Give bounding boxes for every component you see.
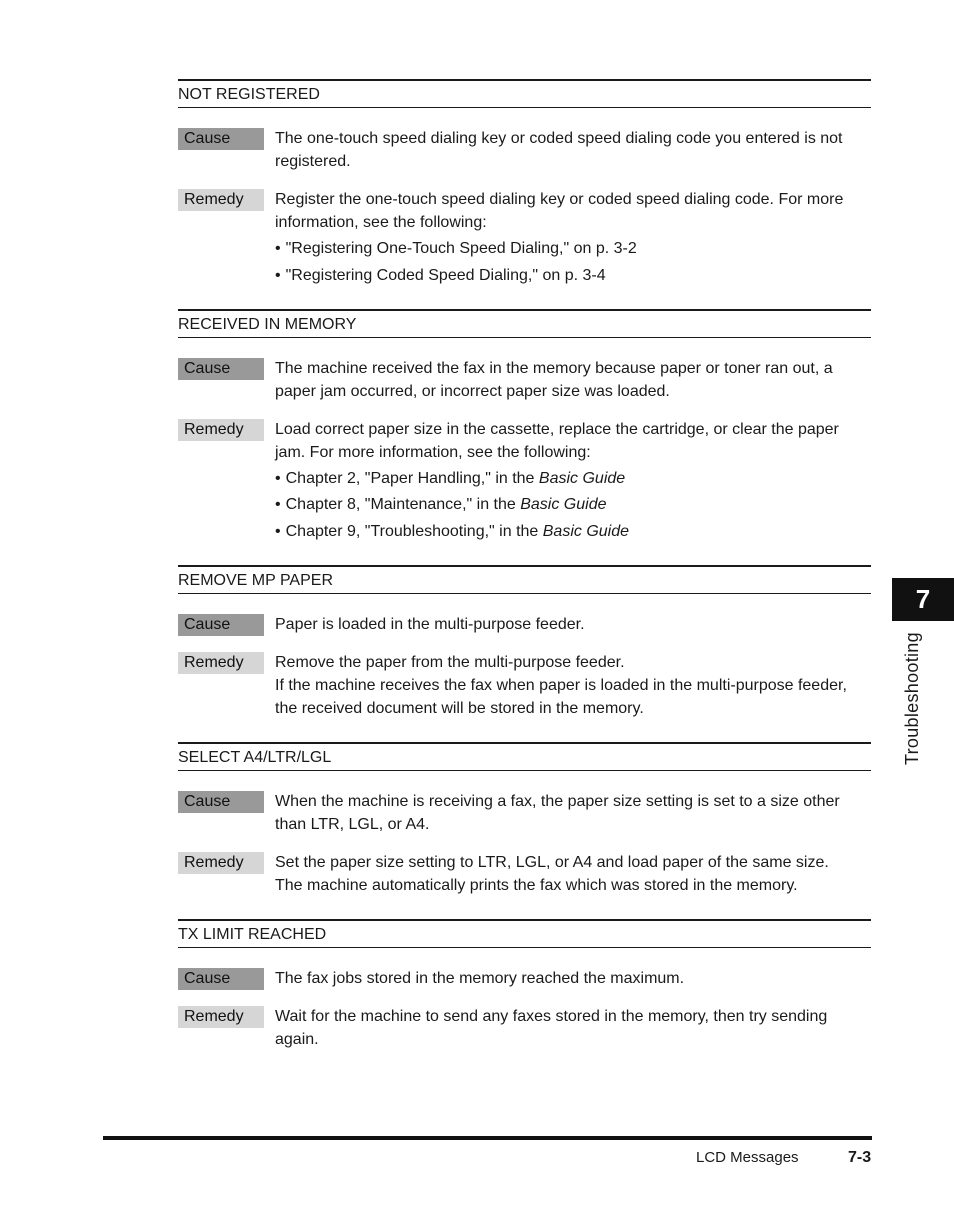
remedy-line: If the machine receives the fax when paper is loaded in the multi-purpose feeder, the received document will be stored in the memory. — [275, 676, 847, 717]
reference-guide-title: Basic Guide — [520, 496, 607, 513]
chapter-label: Troubleshooting — [902, 632, 922, 765]
remedy-row — [178, 418, 871, 543]
cause-row — [178, 357, 871, 403]
cause-text: When the machine is receiving a fax, the paper size setting is set to a size other than LTR, LGL, or A4. — [275, 792, 840, 833]
remedy-row — [178, 188, 871, 287]
cause-row — [178, 127, 871, 173]
reference-text: "Registering Coded Speed Dialing," on p. 3-4 — [285, 266, 606, 284]
message-section — [178, 79, 871, 287]
reference-item — [275, 264, 871, 287]
message-section — [178, 309, 871, 543]
reference-guide-title: Basic Guide — [542, 522, 630, 540]
reference-text: "Registering One-Touch Speed Dialing," on p. 3-2 — [285, 240, 637, 257]
message-section — [178, 919, 871, 1051]
reference-item — [275, 467, 871, 490]
remedy-label: Remedy — [178, 1006, 264, 1028]
footer-title: LCD Messages — [696, 1149, 799, 1166]
reference-text: Chapter 8, "Maintenance," in the — [285, 496, 521, 513]
cause-text: The machine received the fax in the memory because paper or toner ran out, a paper jam occurred, or incorrect paper size was loaded. — [275, 359, 833, 400]
reference-item — [275, 237, 871, 260]
remedy-line: Set the paper size setting to LTR, LGL, or A4 and load paper of the same size. — [275, 853, 829, 871]
message-heading: RECEIVED IN MEMORY — [178, 309, 871, 338]
remedy-row — [178, 651, 871, 720]
cause-text: Paper is loaded in the multi-purpose feeder. — [275, 615, 585, 633]
remedy-label: Remedy — [178, 189, 264, 211]
remedy-text — [275, 188, 871, 287]
reference-item — [275, 520, 871, 543]
remedy-text — [275, 1005, 871, 1051]
page-content — [178, 79, 871, 1073]
message-heading: SELECT A4/LTR/LGL — [178, 742, 871, 771]
footer-rule — [103, 1136, 872, 1140]
remedy-line: Remove the paper from the multi-purpose feeder. — [275, 653, 625, 671]
message-heading: TX LIMIT REACHED — [178, 919, 871, 948]
message-section — [178, 742, 871, 897]
reference-text: Chapter 2, "Paper Handling," in the — [285, 469, 539, 487]
reference-item — [275, 493, 871, 516]
remedy-text — [275, 851, 871, 897]
remedy-row — [178, 1005, 871, 1051]
reference-list — [275, 467, 871, 543]
remedy-line: Wait for the machine to send any faxes stored in the memory, then try sending again. — [275, 1007, 828, 1048]
cause-text: The one-touch speed dialing key or coded speed dialing code you entered is not registered. — [275, 130, 843, 170]
cause-label: Cause — [178, 791, 264, 813]
cause-row — [178, 790, 871, 836]
remedy-label: Remedy — [178, 852, 264, 874]
remedy-text — [275, 651, 871, 720]
cause-label: Cause — [178, 968, 264, 990]
reference-list — [275, 237, 871, 287]
remedy-line: The machine automatically prints the fax which was stored in the memory. — [275, 876, 798, 894]
cause-row — [178, 967, 871, 990]
cause-row — [178, 613, 871, 636]
remedy-label: Remedy — [178, 652, 264, 674]
remedy-label: Remedy — [178, 419, 264, 441]
reference-text: Chapter 9, "Troubleshooting," in the — [285, 522, 543, 540]
message-section — [178, 565, 871, 720]
remedy-row — [178, 851, 871, 897]
message-heading: REMOVE MP PAPER — [178, 565, 871, 594]
page-number: 7-3 — [848, 1149, 872, 1166]
remedy-line: Register the one-touch speed dialing key or coded speed dialing code. For more information, see the following: — [275, 191, 844, 231]
cause-label: Cause — [178, 358, 264, 380]
chapter-tab: 7 — [892, 578, 954, 621]
remedy-text — [275, 418, 871, 543]
cause-label: Cause — [178, 128, 264, 150]
remedy-line: Load correct paper size in the cassette, replace the cartridge, or clear the paper jam. For more information, see the following: — [275, 420, 839, 461]
reference-guide-title: Basic Guide — [538, 469, 626, 487]
message-heading: NOT REGISTERED — [178, 79, 871, 108]
cause-label: Cause — [178, 614, 264, 636]
cause-text: The fax jobs stored in the memory reached the maximum. — [275, 969, 685, 987]
